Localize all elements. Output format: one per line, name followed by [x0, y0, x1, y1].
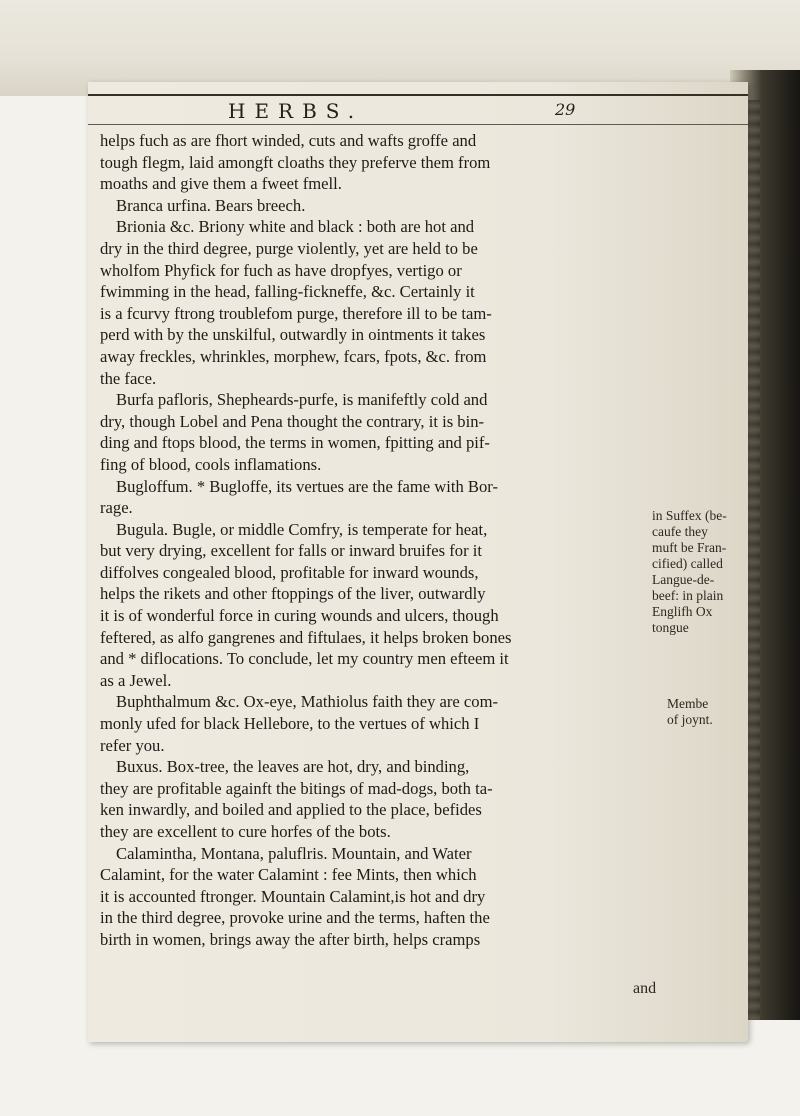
text-line-content: as a Jewel.	[100, 670, 172, 690]
text-line	[100, 130, 720, 152]
header-rule	[88, 124, 748, 125]
text-line	[100, 519, 720, 541]
text-line	[100, 324, 720, 346]
text-line-content: diffolves congealed blood, profitable for inward wounds,	[100, 562, 479, 582]
text-line-content: wholfom Phyfick for fuch as have dropfyes, vertigo or	[100, 260, 462, 280]
text-line	[100, 843, 720, 865]
text-line	[100, 562, 720, 584]
text-line	[100, 627, 720, 649]
margin-note-line: cified) called	[652, 556, 723, 571]
text-line-content: fing of blood, cools inflamations.	[100, 454, 322, 474]
text-line-content: Bugloffum. * Bugloffe, its vertues are the fame with Bor-	[116, 476, 499, 496]
text-line	[100, 368, 720, 390]
text-line-content: moaths and give them a fweet fmell.	[100, 174, 342, 194]
text-line	[100, 152, 720, 174]
margin-note-line: in Suffex (be-	[652, 508, 727, 523]
text-line	[100, 216, 720, 238]
text-line-content: it is of wonderful force in curing wounds and ulcers, though	[100, 606, 499, 626]
text-line	[100, 821, 720, 843]
margin-note-line: Membe	[667, 696, 709, 711]
text-line	[100, 670, 720, 692]
margin-note-line: Englifh Ox	[652, 604, 713, 619]
margin-note-line: of joynt.	[667, 712, 713, 727]
text-line	[100, 432, 720, 454]
text-line-content: is a fcurvy ftrong troublefom purge, therefore ill to be tam-	[100, 303, 492, 323]
text-line-content: feftered, as alfo gangrenes and fiftulaes, it helps broken bones	[100, 627, 512, 647]
text-line	[100, 195, 720, 217]
text-line	[100, 799, 720, 821]
text-line-content: ding and ftops blood, the terms in women, fpitting and pif-	[100, 433, 490, 453]
page-number: 29	[555, 100, 576, 119]
text-line	[100, 583, 720, 605]
text-line	[100, 648, 720, 670]
text-line	[100, 540, 720, 562]
text-line	[100, 929, 720, 951]
text-line-content: ken inwardly, and boiled and applied to the place, befides	[100, 800, 482, 820]
text-line-content: Buphthalmum &c. Ox-eye, Mathiolus faith they are com-	[116, 692, 499, 712]
text-line	[100, 907, 720, 929]
text-line	[100, 778, 720, 800]
text-line-content: refer you.	[100, 735, 165, 755]
margin-note-line: muft be Fran-	[652, 540, 727, 555]
text-line-content: in the third degree, provoke urine and the terms, haften the	[100, 908, 490, 928]
margin-note-line: beef: in plain	[652, 588, 724, 603]
text-line-content: dry, though Lobel and Pena thought the contrary, it is bin-	[100, 411, 485, 431]
text-line	[100, 411, 720, 433]
text-line-content: rage.	[100, 498, 133, 518]
body-text	[100, 130, 720, 951]
text-line	[100, 389, 720, 411]
text-line	[100, 713, 720, 735]
text-line	[100, 886, 720, 908]
text-line	[100, 173, 720, 195]
text-line-content: fwimming in the head, falling-fickneffe, &c. Certainly it	[100, 282, 475, 302]
text-line	[100, 303, 720, 325]
text-line-content: birth in women, brings away the after birth, helps cramps	[100, 929, 481, 949]
text-line	[100, 260, 720, 282]
top-rule	[88, 94, 748, 96]
text-line-content: and * diflocations. To conclude, let my country men efteem it	[100, 649, 509, 669]
text-line-content: Burfa pafloris, Shepheards-purfe, is manifeftly cold and	[116, 390, 488, 410]
text-line	[100, 691, 720, 713]
margin-note-line: Langue-de-	[652, 572, 715, 587]
text-line	[100, 346, 720, 368]
text-line-content: helps the rikets and other ftoppings of the liver, outwardly	[100, 584, 486, 604]
text-line-content: monly ufed for black Hellebore, to the vertues of which I	[100, 714, 480, 734]
running-head: HERBS.	[228, 99, 364, 123]
text-line-content: Brionia &c. Briony white and black : both are hot and	[116, 217, 475, 237]
text-line	[100, 238, 720, 260]
text-line	[100, 735, 720, 757]
margin-note-line: caufe they	[652, 524, 708, 539]
text-line-content: Buxus. Box-tree, the leaves are hot, dry, and binding,	[116, 757, 470, 777]
text-line	[100, 605, 720, 627]
text-line-content: dry in the third degree, purge violently, yet are held to be	[100, 238, 478, 258]
text-line-content: Calamintha, Montana, paluflris. Mountain, and Water	[116, 843, 472, 863]
text-line	[100, 281, 720, 303]
text-line-content: tough flegm, laid amongft cloaths they preferve them from	[100, 152, 491, 172]
text-line-content: Bugula. Bugle, or middle Comfry, is temperate for heat,	[116, 519, 488, 539]
text-line-content: Calamint, for the water Calamint : fee Mints, then which	[100, 865, 477, 885]
margin-note-bugloss	[652, 508, 762, 636]
text-line-content: but very drying, excellent for falls or inward bruifes for it	[100, 541, 482, 561]
text-line	[100, 497, 720, 519]
margin-note-bugle	[667, 696, 757, 728]
text-line-content: away freckles, whrinkles, morphew, fcars, fpots, &c. from	[100, 346, 487, 366]
text-line-content: perd with by the unskilful, outwardly in ointments it takes	[100, 325, 486, 345]
text-line-content: the face.	[100, 368, 157, 388]
text-line	[100, 864, 720, 886]
text-line-content: they are profitable againft the bitings of mad-dogs, both ta-	[100, 778, 493, 798]
catchword: and	[633, 980, 657, 997]
text-line-content: Branca urfina. Bears breech.	[116, 195, 306, 215]
text-line-content: it is accounted ftronger. Mountain Calamint,is hot and dry	[100, 886, 486, 906]
text-line	[100, 454, 720, 476]
text-line	[100, 756, 720, 778]
text-line-content: helps fuch as are fhort winded, cuts and wafts groffe and	[100, 131, 477, 150]
margin-note-line: tongue	[652, 620, 689, 635]
text-line-content: they are excellent to cure horfes of the bots.	[100, 822, 391, 841]
text-line	[100, 476, 720, 498]
